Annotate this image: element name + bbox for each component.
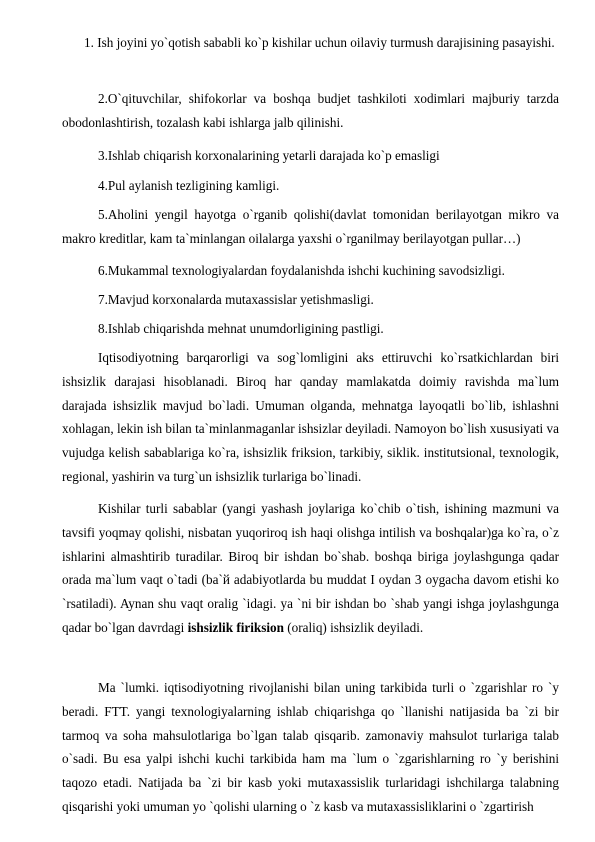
body-paragraph-frictional-unemployment xyxy=(62,497,559,640)
bold-term: ishsizlik firiksion xyxy=(187,619,284,635)
list-item-1: 1. Ish joyini yo`qotish sababli ko`p kishilar uchun oilaviy turmush darajisining pasayishi. xyxy=(84,35,555,50)
paragraph-text: Kishilar turli sabablar (yangi yashash joylariga ko`chib o`tish, ishining mazmuni va tavsifi yoqmay qolishi, nisbatan yuqoriroq ish haqi olishga intilish va boshqalar)ga ko`ra, o`z ishlarini almashtirib turadilar. Biroq bir ishdan bo`shab. boshqa biriga joylashgunga qadar orada ma`lum vaqt o`tadi (ba`й adabiyotlarda bu muddat I oydan 3 oygacha davom etishi ko `rsatiladi). Aynan shu vaqt oralig `idagi. ya `ni bir ishdan bo `shab yangi ishga joylashgunga qadar bo`lgan davrdagi xyxy=(62,501,559,635)
paragraph-text: (oraliq) ishsizlik deyiladi. xyxy=(283,619,424,635)
list-item-5: 5.Aholini yengil hayotga o`rganib qolishi(davlat tomonidan berilayotgan mikro va makro kreditlar, kam ta`minlangan oilalarga yaxshi o`rganilmay berilayotgan pullar…) xyxy=(62,207,559,246)
body-paragraph-unemployment-rate: Iqtisodiyotning barqarorligi va sog`lomligini aks ettiruvchi ko`rsatkichlardan biri ishsizlik darajasi hisoblanadi. Biroq har qanday mamlakatda doimiy ravishda ma`lum darajada ishsizlik mavjud bo`ladi. Umuman olganda, mehnatga layoqatli bo`lib, ishlashni xohlagan, lekin ish bilan ta`minlanmaganlar ishsizlar deyiladi. Namoyon bo`lish xususiyati va vujudga kelish sabablariga ko`ra, ishsizlik friksion, tarkibiy, siklik. institutsional, texnologik, regional, yashirin va turg`un ishsizlik turlariga bo`linadi. xyxy=(62,350,559,484)
list-item-6: 6.Mukammal texnologiyalardan foydalanishda ishchi kuchining savodsizligi. xyxy=(98,263,505,278)
list-item-8: 8.Ishlab chiqarishda mehnat unumdorligining pastligi. xyxy=(98,321,384,336)
list-item-7: 7.Mavjud korxonalarda mutaxassislar yetishmasligi. xyxy=(98,292,374,307)
body-paragraph-structural-changes: Ma `lumki. iqtisodiyotning rivojlanishi bilan uning tarkibida turli o `zgarishlar ro `y beradi. FTT. yangi texnologiyalarning ishlab chiqarishga qo `llanishi natijasida ba `zi bir tarmoq va soha mahsulotlariga bo`lgan talab qisqarib. zamonaviy mahsulot turlariga talab o`sadi. Bu esa yalpi ishchi kuchi tarkibida ham ma `lum o `zgarishlarning ro `y berishini taqozo etadi. Natijada ba `zi bir kasb yoki mutaxassislik turlaridagi ishchilarga talabning qisqarishi yoki umuman yo `qolishi ularning o `z kasb va mutaxassisliklarini o `zgartirish xyxy=(62,680,559,814)
list-item-2: 2.O`qituvchilar, shifokorlar va boshqa budjet tashkiloti xodimlari majburiy tarzda obodonlashtirish, tozalash kabi ishlarga jalb qilinishi. xyxy=(62,91,559,130)
list-item-3: 3.Ishlab chiqarish korxonalarining yetarli darajada ko`p emasligi xyxy=(98,148,440,163)
list-item-4: 4.Pul aylanish tezligining kamligi. xyxy=(98,178,280,193)
